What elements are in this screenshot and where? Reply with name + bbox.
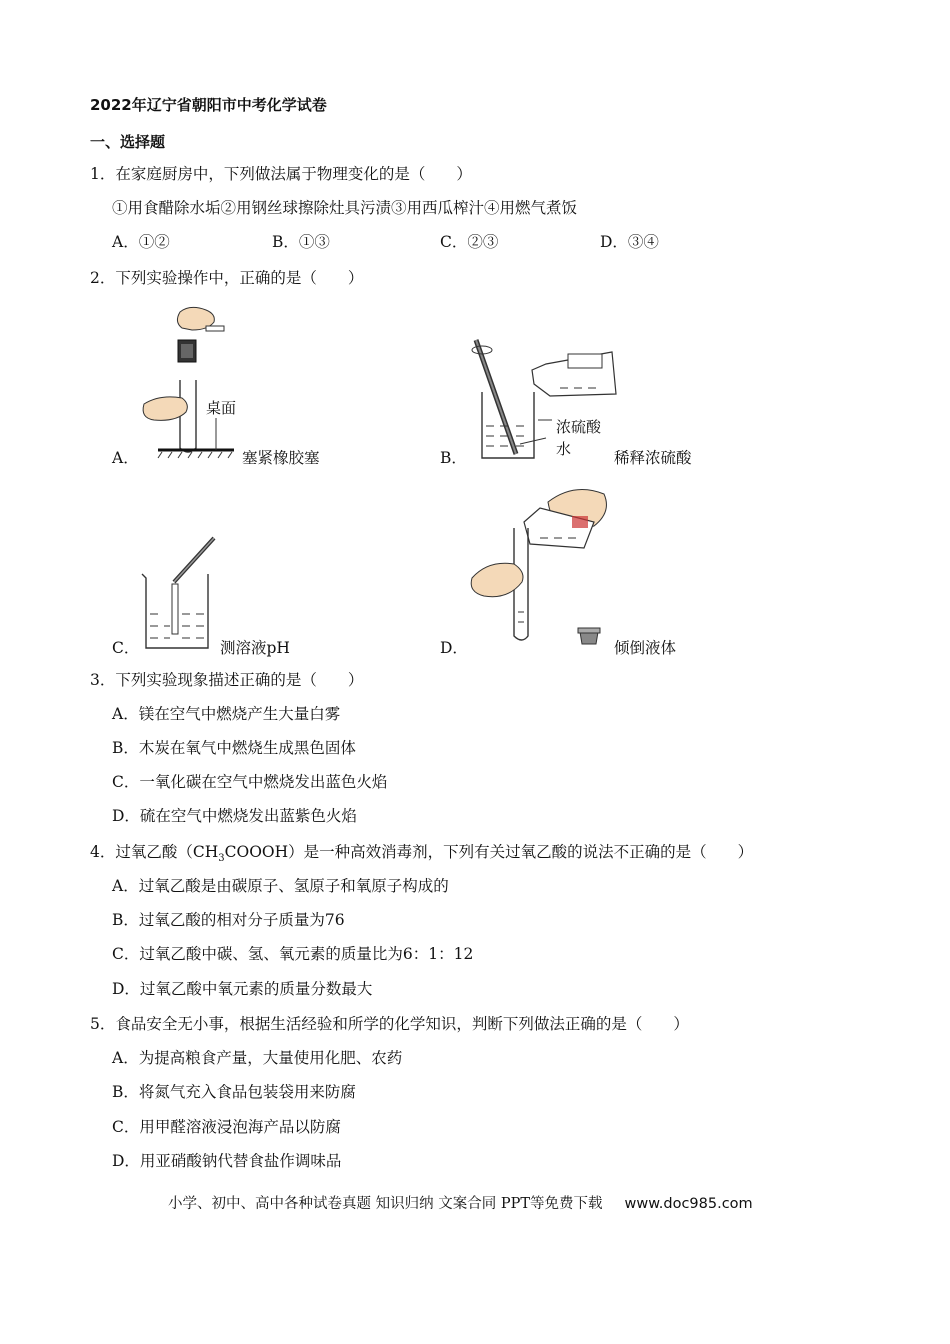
section-heading: 一、选择题 xyxy=(90,133,166,151)
figure-a-letter[interactable]: A． xyxy=(112,449,139,467)
figure-c-ph-test-illustration xyxy=(136,534,220,654)
q1-option-b[interactable]: B．①③ xyxy=(272,233,330,251)
q4-stem-post: COOOH）是一种高效消毒剂，下列有关过氧乙酸的说法不正确的是（ ） xyxy=(224,843,754,861)
q3-option-b[interactable]: B．木炭在氧气中燃烧生成黑色固体 xyxy=(112,739,356,757)
q4-option-d[interactable]: D．过氧乙酸中氧元素的质量分数最大 xyxy=(112,980,373,998)
question-4-stem xyxy=(90,842,753,869)
page-footer xyxy=(168,1192,753,1213)
question-3-stem: 3．下列实验现象描述正确的是（ ） xyxy=(90,671,364,689)
figure-a-rubber-stopper-illustration xyxy=(130,300,240,462)
figure-c-letter[interactable]: C． xyxy=(112,639,140,657)
q3-option-c[interactable]: C．一氧化碳在空气中燃烧发出蓝色火焰 xyxy=(112,773,388,791)
q3-option-a[interactable]: A．镁在空气中燃烧产生大量白雾 xyxy=(112,705,341,723)
q4-stem-pre: 4．过氧乙酸（CH xyxy=(90,843,219,861)
question-5-stem: 5．食品安全无小事，根据生活经验和所学的化学知识，判断下列做法正确的是（ ） xyxy=(90,1015,689,1033)
figure-d-caption: 倾倒液体 xyxy=(614,639,677,657)
figure-c-caption: 测溶液pH xyxy=(220,639,290,657)
figure-b-dilute-acid-illustration xyxy=(460,334,620,464)
figure-a-label-desk: 桌面 xyxy=(206,399,237,417)
q1-option-c[interactable]: C．②③ xyxy=(440,233,499,251)
exam-title: 2022年辽宁省朝阳市中考化学试卷 xyxy=(90,96,327,114)
footer-site-link[interactable]: www.doc985.com xyxy=(624,1196,753,1212)
q5-option-b[interactable]: B．将氮气充入食品包装袋用来防腐 xyxy=(112,1083,356,1101)
q4-stem-sub: 3 xyxy=(218,853,225,865)
question-1-detail: ①用食醋除水垢②用钢丝球擦除灶具污渍③用西瓜榨汁④用燃气煮饭 xyxy=(112,199,578,217)
q5-option-a[interactable]: A．为提高粮食产量，大量使用化肥、农药 xyxy=(112,1049,403,1067)
q4-option-b[interactable]: B．过氧乙酸的相对分子质量为76 xyxy=(112,911,345,929)
footer-text: 小学、初中、高中各种试卷真题 知识归纳 文案合同 PPT等免费下载 xyxy=(168,1196,603,1212)
q3-option-d[interactable]: D．硫在空气中燃烧发出蓝紫色火焰 xyxy=(112,807,357,825)
figure-d-letter[interactable]: D． xyxy=(440,639,468,657)
figure-d-pour-liquid-illustration xyxy=(464,482,614,652)
question-1-stem: 1．在家庭厨房中，下列做法属于物理变化的是（ ） xyxy=(90,165,472,183)
figure-b-letter[interactable]: B． xyxy=(440,449,467,467)
figure-b-label-acid: 浓硫酸 xyxy=(556,418,602,436)
q5-option-c[interactable]: C．用甲醛溶液浸泡海产品以防腐 xyxy=(112,1118,341,1136)
figure-b-label-water: 水 xyxy=(556,440,572,458)
q4-option-c[interactable]: C．过氧乙酸中碳、氢、氧元素的质量比为6：1：12 xyxy=(112,945,474,963)
question-1-options xyxy=(0,232,950,252)
figure-a-caption: 塞紧橡胶塞 xyxy=(242,449,320,467)
q4-option-a[interactable]: A．过氧乙酸是由碳原子、氢原子和氧原子构成的 xyxy=(112,877,449,895)
q1-option-a[interactable]: A．①② xyxy=(112,233,170,251)
q1-option-d[interactable]: D．③④ xyxy=(600,233,659,251)
figure-b-caption: 稀释浓硫酸 xyxy=(614,449,692,467)
question-2-stem: 2．下列实验操作中，正确的是（ ） xyxy=(90,269,364,287)
q5-option-d[interactable]: D．用亚硝酸钠代替食盐作调味品 xyxy=(112,1152,342,1170)
